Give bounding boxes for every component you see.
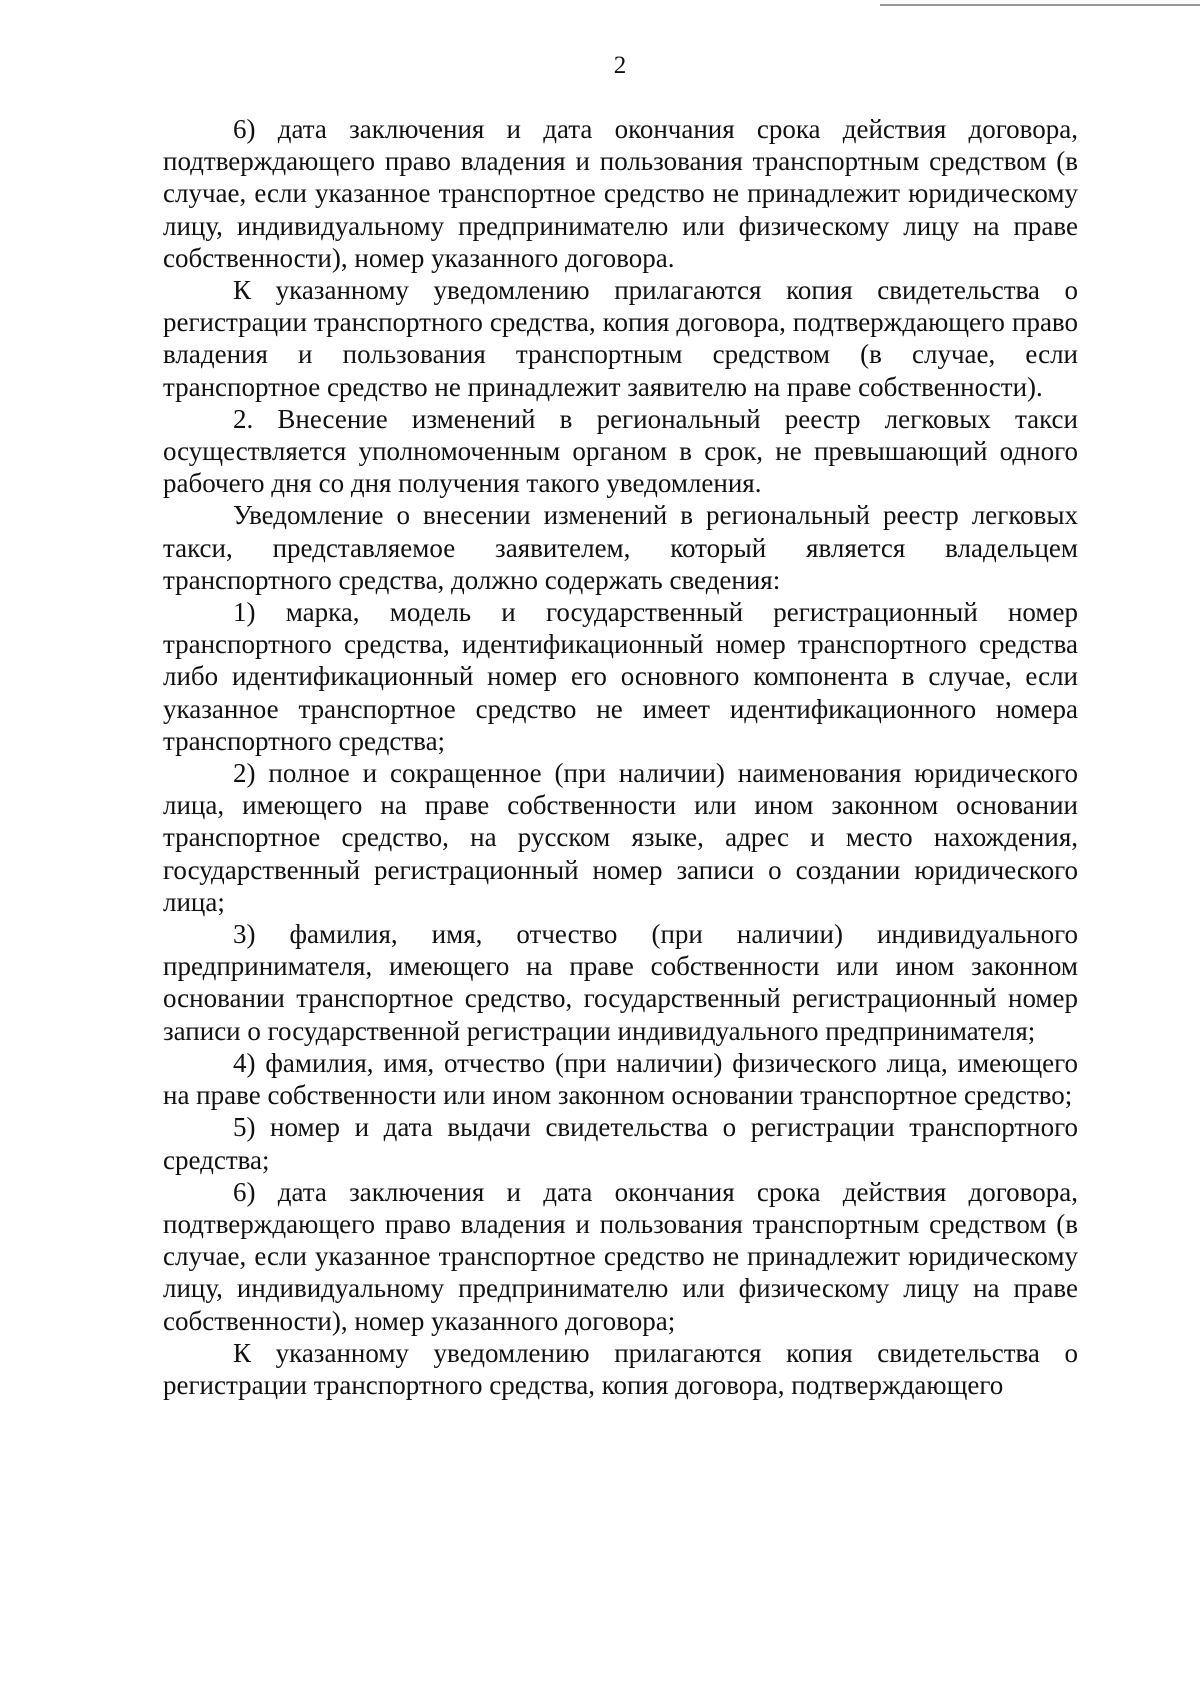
paragraph-section-2-changes: 2. Внесение изменений в региональный реестр легковых такси осуществляется уполномоченным органом в срок, не превышающий одного рабочего дня со дня получения такого уведомления. bbox=[163, 403, 1078, 499]
document-body bbox=[163, 113, 1078, 1401]
list-item-2-legal-entity: 2) полное и сокращенное (при наличии) наименования юридического лица, имеющего на праве собственности или ином законном основании транспортное средство, на русском языке, адрес и место нахождения, государственный регистрационный номер записи о создании юридического лица; bbox=[163, 758, 1078, 917]
list-item-3-entrepreneur: 3) фамилия, имя, отчество (при наличии) индивидуального предпринимателя, имеющего на праве собственности или ином законном основании транспортное средство, государственный регистрационный номер записи о государственной регистрации индивидуального предпринимателя; bbox=[163, 919, 1078, 1046]
page-number: 2 bbox=[613, 52, 627, 79]
scan-edge-line bbox=[880, 4, 1200, 6]
paragraph-item-6-contract-dates: 6) дата заключения и дата окончания срока действия договора, подтверждающего право владения и пользования транспортным средством (в случае, если указанное транспортное средство не принадлежит юридическому лицу, индивидуальному предпринимателю или физическому лицу на праве собственности), номер указанного договора. bbox=[163, 114, 1078, 273]
list-item-5-registration-certificate: 5) номер и дата выдачи свидетельства о регистрации транспортного средства; bbox=[163, 1112, 1078, 1175]
paragraph-notice-contents: Уведомление о внесении изменений в региональный реестр легковых такси, представляемое заявителем, который является владельцем транспортного средства, должно содержать сведения: bbox=[163, 500, 1078, 595]
paragraph-attachments: К указанному уведомлению прилагаются копия свидетельства о регистрации транспортного средства, копия договора, подтверждающего право владения и пользования транспортным средством (в случае, если транспортное средство не принадлежит заявителю на праве собственности). bbox=[163, 275, 1078, 402]
list-item-4-individual: 4) фамилия, имя, отчество (при наличии) физического лица, имеющего на праве собственности или ином законном основании транспортное средство; bbox=[163, 1047, 1078, 1111]
list-item-1-vehicle-details: 1) марка, модель и государственный регистрационный номер транспортного средства, идентификационный номер транспортного средства либо идентификационный номер его основного компонента в случае, если указанное транспортное средство не имеет идентификационного номера транспортного средства; bbox=[163, 597, 1078, 756]
paragraph-attachments-continued: К указанному уведомлению прилагаются копия свидетельства о регистрации транспортного средства, копия договора, подтверждающего bbox=[163, 1337, 1078, 1400]
list-item-6-contract-dates: 6) дата заключения и дата окончания срока действия договора, подтверждающего право владения и пользования транспортным средством (в случае, если указанное транспортное средство не принадлежит юридическому лицу, индивидуальному предпринимателю или физическому лицу на праве собственности), номер указанного договора; bbox=[163, 1176, 1078, 1336]
